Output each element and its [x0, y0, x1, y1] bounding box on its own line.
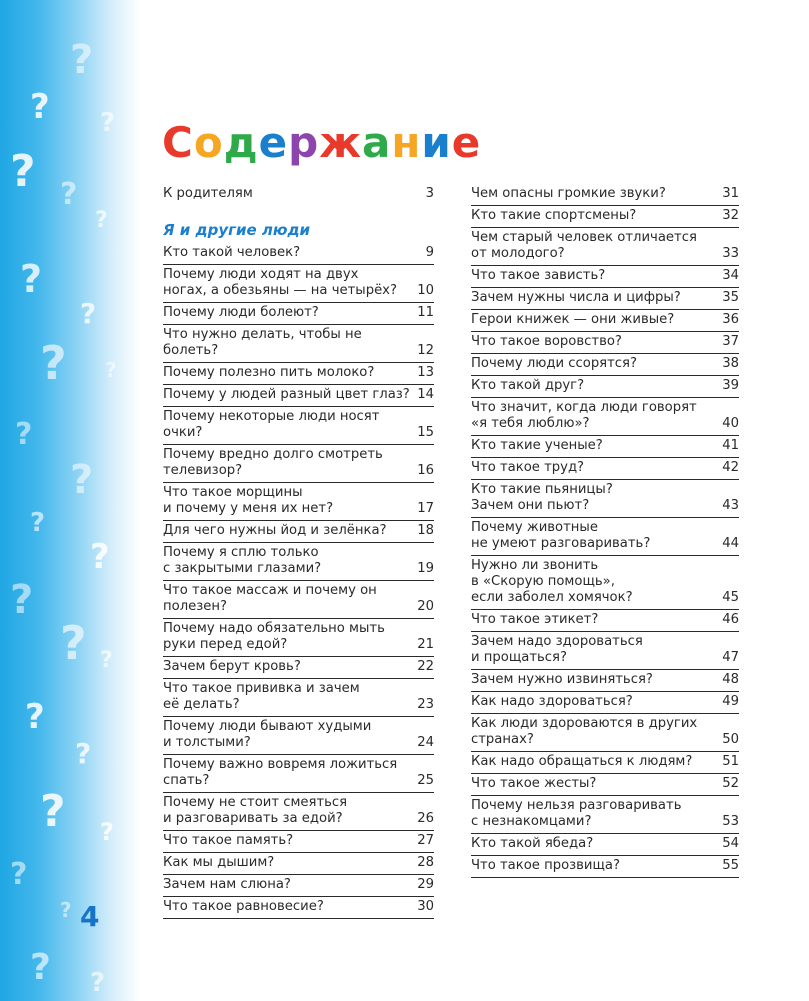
toc-entry-text: Для чего нужны йод и зелёнка?	[163, 523, 387, 538]
decorative-side-band	[0, 0, 140, 1001]
toc-entry-page: 49	[722, 694, 739, 709]
toc-entry[interactable]	[163, 445, 434, 483]
toc-entry[interactable]	[471, 692, 739, 714]
toc-entry-page: 54	[722, 836, 739, 851]
section-title: Я и другие люди	[163, 221, 311, 239]
question-mark-icon: ?	[75, 737, 92, 770]
toc-entry-page: 12	[417, 343, 434, 358]
toc-entry-page: 35	[722, 290, 739, 305]
title-letter: о	[193, 118, 224, 167]
toc-entry-text: Почему люди болеют?	[163, 305, 319, 320]
toc-entry-text: Что такое массаж и почему он полезен?	[163, 583, 377, 614]
toc-entry-page: 46	[722, 612, 739, 627]
toc-entry-page: 14	[417, 387, 434, 402]
toc-entry-page: 19	[417, 561, 434, 576]
toc-entry[interactable]	[471, 310, 739, 332]
toc-entry-text: Как надо здороваться?	[471, 694, 633, 709]
toc-entry-page: 37	[722, 334, 739, 349]
toc-entry-text: Что такое морщины и почему у меня их нет?	[163, 485, 334, 516]
toc-entry-text: Нужно ли звонить в «Скорую помощь», если заболел хомячок?	[471, 558, 633, 605]
question-mark-icon: ?	[60, 177, 78, 212]
question-mark-icon: ?	[40, 336, 67, 390]
toc-entry-text: Почему надо обязательно мыть руки перед едой?	[163, 621, 385, 652]
toc-entry-page: 53	[722, 814, 739, 829]
toc-entry[interactable]	[163, 755, 434, 793]
question-mark-icon: ?	[20, 257, 43, 301]
toc-entry-text: Почему я сплю только с закрытыми глазами?	[163, 545, 322, 576]
page-title	[162, 118, 481, 167]
title-letter: р	[288, 118, 320, 167]
toc-entry-page: 47	[722, 650, 739, 665]
toc-entry-page: 24	[417, 735, 434, 750]
toc-entry-text: Что нужно делать, чтобы не болеть?	[163, 327, 362, 358]
toc-entry-page: 42	[722, 460, 739, 475]
toc-entry-text: К родителям	[163, 186, 253, 201]
toc-entry-text: Почему люди ссорятся?	[471, 356, 637, 371]
toc-entry[interactable]	[471, 774, 739, 796]
toc-entry-text: Почему у людей разный цвет глаз?	[163, 387, 410, 402]
question-mark-icon: ?	[90, 968, 106, 998]
toc-entry[interactable]	[163, 581, 434, 619]
question-mark-icon: ?	[100, 108, 116, 138]
toc-entry-text: Что такое прозвища?	[471, 858, 621, 873]
toc-entry-text: Почему люди ходят на двух ногах, а обезьяны — на четырёх?	[163, 267, 397, 298]
toc-entry-page: 41	[722, 438, 739, 453]
toc-entry[interactable]	[163, 619, 434, 657]
question-mark-icon: ?	[30, 947, 51, 988]
toc-entry-page: 9	[425, 245, 434, 260]
toc-entry-page: 30	[417, 899, 434, 914]
toc-entry[interactable]	[163, 897, 434, 919]
toc-entry-page: 34	[722, 268, 739, 283]
toc-entry-text: Зачем нужно извиняться?	[471, 672, 653, 687]
question-mark-icon: ?	[40, 786, 66, 837]
toc-entry-page: 11	[417, 305, 434, 320]
question-mark-icon: ?	[100, 648, 113, 673]
toc-entry-text: Кто такой друг?	[471, 378, 585, 393]
toc-entry-page: 52	[722, 776, 739, 791]
toc-entry[interactable]	[163, 385, 434, 407]
toc-entry[interactable]	[471, 458, 739, 480]
question-mark-icon: ?	[90, 537, 110, 577]
question-mark-icon: ?	[10, 577, 34, 623]
toc-entry[interactable]	[471, 184, 739, 206]
toc-entry[interactable]	[163, 243, 434, 265]
toc-entry-text: Что такое равновесие?	[163, 899, 324, 914]
toc-left-list	[163, 243, 434, 919]
toc-entry-page: 3	[425, 186, 434, 201]
question-mark-icon: ?	[105, 358, 117, 382]
question-mark-icon: ?	[70, 37, 94, 83]
toc-entry-text: Почему животные не умеют разговаривать?	[471, 520, 651, 551]
toc-entry-page: 31	[722, 186, 739, 201]
toc-entry-text: Почему нельзя разговаривать с незнакомцами?	[471, 798, 682, 829]
toc-entry[interactable]	[471, 714, 739, 752]
toc-entry-page: 16	[417, 463, 434, 478]
toc-entry-text: Что такое труд?	[471, 460, 585, 475]
toc-entry-page: 18	[417, 523, 434, 538]
toc-entry-page: 38	[722, 356, 739, 371]
toc-entry-page: 28	[417, 855, 434, 870]
toc-entry[interactable]	[471, 632, 739, 670]
toc-right-column	[471, 184, 739, 878]
title-letter: а	[361, 118, 392, 167]
toc-entry-page: 22	[417, 659, 434, 674]
toc-entry-page: 17	[417, 501, 434, 516]
toc-entry[interactable]	[471, 796, 739, 834]
toc-entry[interactable]	[471, 266, 739, 288]
toc-entry-text: Что такое память?	[163, 833, 294, 848]
toc-entry-text: Почему люди бывают худыми и толстыми?	[163, 719, 372, 750]
toc-entry-text: Как надо обращаться к людям?	[471, 754, 693, 769]
question-mark-icon: ?	[60, 616, 87, 670]
toc-entry-text: Чем старый человек отличается от молодого?	[471, 230, 697, 261]
question-mark-icon: ?	[70, 457, 94, 503]
toc-entry-text: Что такое этикет?	[471, 612, 599, 627]
toc-entry-text: Кто такие ученые?	[471, 438, 603, 453]
toc-entry-page: 48	[722, 672, 739, 687]
toc-entry-text: Что такое прививка и зачем её делать?	[163, 681, 360, 712]
toc-entry-page: 50	[722, 732, 739, 747]
toc-entry[interactable]	[471, 354, 739, 376]
toc-entry-text: Почему некоторые люди носят очки?	[163, 409, 380, 440]
toc-entry-page: 15	[417, 425, 434, 440]
question-mark-icon: ?	[60, 898, 72, 922]
toc-entry-text: Как мы дышим?	[163, 855, 275, 870]
toc-entry[interactable]	[163, 325, 434, 363]
toc-entry-text: Зачем нам слюна?	[163, 877, 291, 892]
toc-entry-page: 44	[722, 536, 739, 551]
toc-entry-text: Что значит, когда люди говорят «я тебя люблю»?	[471, 400, 697, 431]
toc-entry[interactable]	[471, 480, 739, 518]
toc-entry[interactable]	[163, 303, 434, 325]
toc-entry[interactable]	[163, 483, 434, 521]
toc-entry[interactable]	[471, 856, 739, 878]
toc-entry[interactable]	[471, 610, 739, 632]
toc-entry-text: Как люди здороваются в других странах?	[471, 716, 698, 747]
question-mark-icon: ?	[10, 146, 36, 197]
toc-entry-text: Что такое жесты?	[471, 776, 597, 791]
toc-entry-text: Зачем берут кровь?	[163, 659, 301, 674]
toc-entry-page: 32	[722, 208, 739, 223]
question-mark-icon: ?	[25, 697, 45, 737]
toc-entry[interactable]	[471, 376, 739, 398]
toc-entry-text: Зачем надо здороваться и прощаться?	[471, 634, 643, 665]
toc-entry[interactable]	[163, 875, 434, 897]
toc-entry[interactable]	[163, 543, 434, 581]
toc-entry-page: 39	[722, 378, 739, 393]
toc-entry[interactable]	[163, 717, 434, 755]
toc-entry-page: 51	[722, 754, 739, 769]
title-letter: н	[391, 118, 422, 167]
toc-entry-text: Что такое воровство?	[471, 334, 622, 349]
toc-entry-page: 55	[722, 858, 739, 873]
question-mark-icon: ?	[95, 208, 108, 233]
toc-entry-page: 13	[417, 365, 434, 380]
title-letter: С	[162, 118, 194, 167]
toc-entry[interactable]	[163, 831, 434, 853]
toc-entry[interactable]	[471, 398, 739, 436]
toc-left-column	[163, 184, 434, 919]
question-mark-icon: ?	[15, 417, 33, 452]
toc-entry-page: 33	[722, 246, 739, 261]
toc-entry-intro[interactable]	[163, 184, 434, 205]
toc-entry-text: Чем опасны громкие звуки?	[471, 186, 666, 201]
toc-entry[interactable]	[163, 521, 434, 543]
toc-entry-page: 36	[722, 312, 739, 327]
toc-right-list	[471, 184, 739, 878]
question-mark-icon: ?	[100, 818, 114, 846]
toc-entry[interactable]	[163, 679, 434, 717]
page-number: 4	[80, 900, 100, 933]
toc-entry[interactable]	[471, 556, 739, 610]
toc-entry[interactable]	[163, 265, 434, 303]
toc-entry-text: Почему вредно долго смотреть телевизор?	[163, 447, 383, 478]
toc-entry-text: Почему не стоит смеяться и разговаривать за едой?	[163, 795, 348, 826]
toc-entry[interactable]	[471, 752, 739, 774]
toc-entry-page: 43	[722, 498, 739, 513]
toc-entry[interactable]	[163, 793, 434, 831]
question-mark-icon: ?	[30, 508, 46, 538]
toc-entry[interactable]	[471, 332, 739, 354]
title-letter: е	[258, 118, 289, 167]
toc-entry-page: 23	[417, 697, 434, 712]
toc-entry-page: 27	[417, 833, 434, 848]
title-letter: д	[223, 118, 259, 167]
question-mark-icon: ?	[10, 857, 28, 892]
toc-entry-text: Что такое зависть?	[471, 268, 606, 283]
toc-entry-page: 25	[417, 773, 434, 788]
toc-entry[interactable]	[471, 228, 739, 266]
toc-entry-page: 40	[722, 416, 739, 431]
toc-entry-page: 21	[417, 637, 434, 652]
toc-entry-page: 20	[417, 599, 434, 614]
question-mark-icon: ?	[80, 297, 97, 330]
toc-entry-text: Кто такие пьяницы? Зачем они пьют?	[471, 482, 613, 513]
question-mark-icon: ?	[30, 87, 50, 127]
title-letter: и	[421, 118, 452, 167]
toc-entry[interactable]	[163, 363, 434, 385]
toc-entry[interactable]	[471, 670, 739, 692]
toc-entry-text: Кто такой ябеда?	[471, 836, 594, 851]
toc-entry-page: 45	[722, 590, 739, 605]
toc-entry-text: Почему важно вовремя ложиться спать?	[163, 757, 398, 788]
toc-entry-page: 10	[417, 283, 434, 298]
toc-entry[interactable]	[471, 206, 739, 228]
toc-entry-page: 29	[417, 877, 434, 892]
toc-entry-text: Зачем нужны числа и цифры?	[471, 290, 681, 305]
title-letter: ж	[319, 118, 362, 167]
toc-entry-text: Герои книжек — они живые?	[471, 312, 675, 327]
toc-entry-text: Кто такой человек?	[163, 245, 301, 260]
toc-entry-text: Почему полезно пить молоко?	[163, 365, 375, 380]
title-letter: е	[451, 118, 482, 167]
toc-entry[interactable]	[471, 288, 739, 310]
toc-entry-text: Кто такие спортсмены?	[471, 208, 637, 223]
toc-entry[interactable]	[471, 518, 739, 556]
toc-entry[interactable]	[163, 657, 434, 679]
toc-entry[interactable]	[163, 407, 434, 445]
toc-entry[interactable]	[471, 436, 739, 458]
toc-entry-page: 26	[417, 811, 434, 826]
toc-entry[interactable]	[471, 834, 739, 856]
toc-entry[interactable]	[163, 853, 434, 875]
